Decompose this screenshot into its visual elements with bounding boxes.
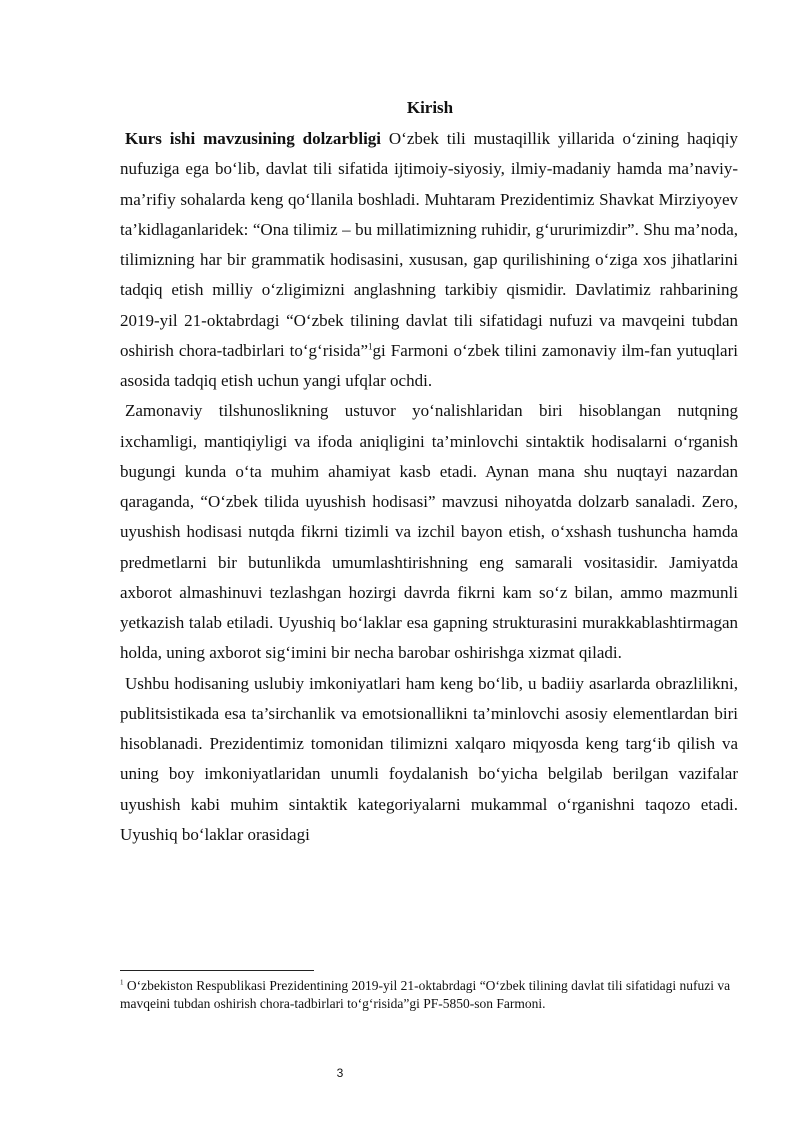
paragraph-1-text: O‘zbek tili mustaqillik yillarida o‘zining haqiqiy nufuziga ega bo‘lib, davlat tili sifatida ijtimoiy-siyosiy, ilmiy-madaniy hamda ma’naviy-ma’rifiy sohalarda keng qo‘llanila boshladi. Muhtaram Prezidentimiz Shavkat Mirziyoyev ta’kidlaganlaridek: “Ona tilimiz – bu millatimizning ruhidir, g‘ururimizdir”. Shu ma’noda, tilimizning har bir grammatik hodisasini, xususan, gap qurilishining o‘ziga xos jihatlarini tadqiq etish milliy o‘zligimizni anglashning tarkibiy qismidir. Davlatimiz rahbarining 2019-yil 21-oktabrdagi “O‘zbek tilining davlat tili sifatidagi nufuzi va mavqeini tubdan oshirish chora-tadbirlari to‘g‘risida” [120,129,738,360]
paragraph-1 [120,124,738,396]
paragraph-2: Zamonaviy tilshunoslikning ustuvor yo‘nalishlaridan biri hisoblangan nutqning ixchamligi, mantiqiyligi va ifoda aniqligini ta’minlovchi sintaktik hodisalarni o‘rganish bugungi kunda o‘ta muhim ahamiyat kasb etadi. Aynan mana shu nuqtayi nazardan qaraganda, “O‘zbek tilida uyushish hodisasi” mavzusi nihoyatda dolzarb sanaladi. Zero, uyushish hodisasi nutqda fikrni tizimli va izchil bayon etish, o‘xshash tushuncha hamda predmetlarni bir butunlikda umumlashtirishning eng samarali vositasidir. Jamiyatda axborot almashinuvi tezlashgan hozirgi davrda fikrni kam so‘z bilan, ammo mazmunli yetkazish talab etiladi. Uyushiq bo‘laklar esa gapning strukturasini murakkablashtirmagan holda, uning axborot sig‘imini bir necha barobar oshirishga xizmat qiladi. [120,401,738,663]
footnote-reference[interactable]: 1 [368,341,373,352]
page-number: 3 [336,1066,344,1080]
footnote-marker: 1 [120,978,124,987]
paragraph-1-lead: Kurs ishi mavzusining dolzarbligi [125,129,382,148]
footnote [120,977,740,1013]
footnote-separator [120,970,314,971]
footnote-text: O‘zbekiston Respublikasi Prezidentining 2019-yil 21-oktabrdagi “O‘zbek tilining davlat tili sifatidagi nufuzi va mavqeini tubdan oshirish chora-tadbirlari to‘g‘risida”gi PF-5850-son Farmoni. [120,978,731,1011]
section-title: Kirish [406,98,454,117]
body-text [120,124,738,850]
paragraph-1-tail: gi Farmoni o‘zbek tilini zamonaviy ilm-fan yutuqlari asosida tadqiq etish uchun yangi ufqlar ochdi. [120,340,738,390]
paragraph-3: Ushbu hodisaning uslubiy imkoniyatlari ham keng bo‘lib, u badiiy asarlarda obrazlilikni, publitsistikada esa ta’sirchanlik va emotsionallikni ta’minlovchi asosiy elementlardan biri hisoblanadi. Prezidentimiz tomonidan tilimizni xalqaro miqyosda keng targ‘ib qilish va uning boy imkoniyatlaridan unumli foydalanish bo‘yicha belgilab berilgan vazifalar uyushish kabi muhim sintaktik kategoriyalarni mukammal o‘rganishni taqozo etadi. Uyushiq bo‘laklar orasidagi [120,673,738,844]
